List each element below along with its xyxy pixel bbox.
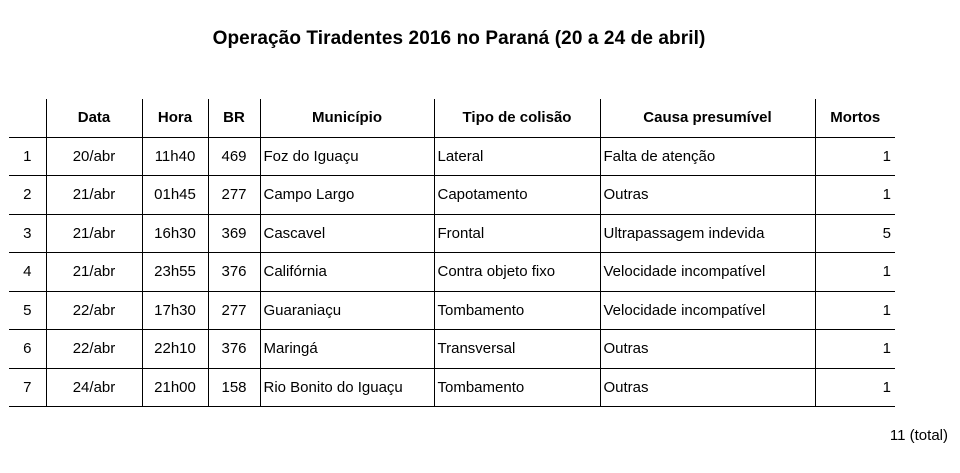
cell-tipo: Capotamento [434,176,600,215]
cell-br: 158 [208,368,260,407]
table-row [9,291,895,330]
cell-num: 4 [9,253,46,292]
col-header-tipo: Tipo de colisão [434,99,600,137]
cell-tipo: Tombamento [434,368,600,407]
cell-data: 20/abr [46,137,142,176]
cell-hora: 11h40 [142,137,208,176]
cell-municipio: Guaraniaçu [260,291,434,330]
cell-municipio: Rio Bonito do Iguaçu [260,368,434,407]
cell-mortos: 5 [815,214,895,253]
cell-causa: Velocidade incompatível [600,291,815,330]
cell-municipio: Campo Largo [260,176,434,215]
cell-mortos: 1 [815,368,895,407]
col-header-br: BR [208,99,260,137]
cell-tipo: Contra objeto fixo [434,253,600,292]
cell-data: 24/abr [46,368,142,407]
col-header-num [9,99,46,137]
cell-data: 22/abr [46,330,142,369]
cell-br: 277 [208,291,260,330]
cell-num: 6 [9,330,46,369]
col-header-municipio: Município [260,99,434,137]
table-row [9,137,895,176]
table-row [9,214,895,253]
cell-num: 2 [9,176,46,215]
table-row [9,368,895,407]
cell-num: 3 [9,214,46,253]
cell-hora: 17h30 [142,291,208,330]
cell-num: 1 [9,137,46,176]
col-header-mortos: Mortos [815,99,895,137]
cell-br: 376 [208,253,260,292]
cell-causa: Falta de atenção [600,137,815,176]
cell-data: 21/abr [46,253,142,292]
cell-hora: 21h00 [142,368,208,407]
cell-municipio: Califórnia [260,253,434,292]
page-title: Operação Tiradentes 2016 no Paraná (20 a 24 de abril) [212,28,706,49]
cell-num: 7 [9,368,46,407]
cell-hora: 16h30 [142,214,208,253]
cell-hora: 01h45 [142,176,208,215]
cell-causa: Outras [600,330,815,369]
cell-data: 22/abr [46,291,142,330]
accidents-table [9,99,895,407]
cell-br: 376 [208,330,260,369]
table-row [9,330,895,369]
cell-br: 277 [208,176,260,215]
cell-mortos: 1 [815,291,895,330]
cell-causa: Ultrapassagem indevida [600,214,815,253]
cell-hora: 23h55 [142,253,208,292]
col-header-causa: Causa presumível [600,99,815,137]
cell-br: 369 [208,214,260,253]
total-deaths: 11 (total) [889,427,948,444]
table-header-row [9,99,895,137]
cell-mortos: 1 [815,176,895,215]
cell-data: 21/abr [46,214,142,253]
cell-municipio: Maringá [260,330,434,369]
col-header-data: Data [46,99,142,137]
cell-tipo: Frontal [434,214,600,253]
cell-tipo: Lateral [434,137,600,176]
col-header-hora: Hora [142,99,208,137]
cell-tipo: Transversal [434,330,600,369]
cell-mortos: 1 [815,330,895,369]
cell-mortos: 1 [815,253,895,292]
cell-causa: Outras [600,368,815,407]
table-row [9,176,895,215]
cell-causa: Velocidade incompatível [600,253,815,292]
cell-mortos: 1 [815,137,895,176]
cell-causa: Outras [600,176,815,215]
cell-data: 21/abr [46,176,142,215]
cell-tipo: Tombamento [434,291,600,330]
table-row [9,253,895,292]
cell-municipio: Cascavel [260,214,434,253]
cell-num: 5 [9,291,46,330]
cell-municipio: Foz do Iguaçu [260,137,434,176]
cell-hora: 22h10 [142,330,208,369]
cell-br: 469 [208,137,260,176]
